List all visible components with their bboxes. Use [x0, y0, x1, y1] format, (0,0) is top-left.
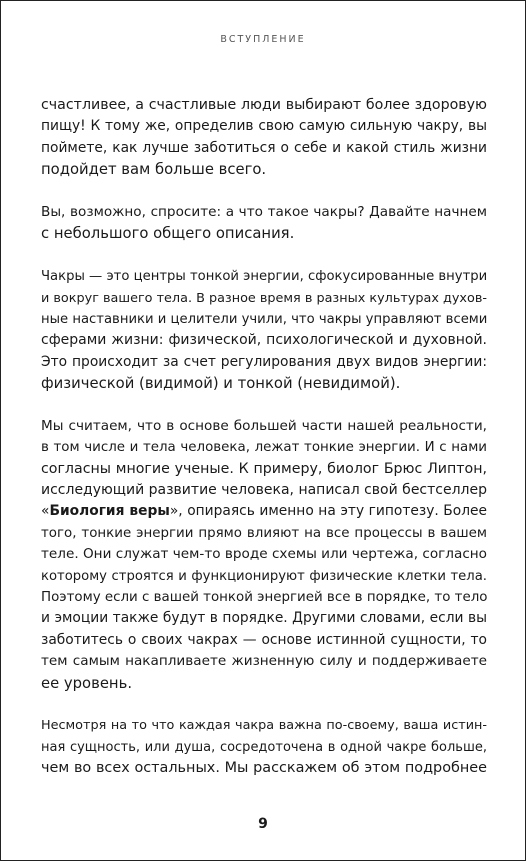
text-line: пищу! К тому же, определив свою самую сильную чакру, вы	[41, 118, 487, 135]
text-line: и вокруг вашего тела. В разное время в разных культурах духов-	[41, 290, 487, 306]
text-line: исследующий развитие человека, написал свой бестселлер	[41, 482, 487, 499]
text-line: Это происходит за счет регулирования двух видов энергии:	[41, 353, 487, 370]
text-line: ее уровень.	[41, 674, 133, 692]
text-line: заботитесь о своих чакрах — основе истинной сущности, то	[41, 631, 487, 648]
paragraph-4	[41, 416, 487, 694]
page-number: 9	[258, 816, 268, 832]
paragraph-5	[41, 715, 487, 779]
body-text	[41, 95, 487, 801]
paragraph-3	[41, 266, 487, 394]
text-fragment: », опираясь именно на эту гипотезу. Более	[169, 503, 487, 520]
text-line: согласны многие ученые. К примеру, биолог Брюс Липтон,	[41, 460, 487, 477]
text-line: поймете, как лучше заботиться о себе и какой стиль жизни	[41, 139, 487, 156]
text-line: ные наставники и целители учили, что чакры управляют всеми	[41, 311, 488, 327]
text-line: и эмоции также будут в порядке. Другими словами, если вы	[41, 610, 487, 627]
text-line: Несмотря на то что каждая чакра важна по-своему, ваша истин-	[41, 718, 487, 734]
text-line: сферами жизни: физической, психологической и духовной.	[41, 332, 487, 349]
text-line-with-book-title: «Биология веры», опираясь именно на эту гипотезу. Более	[41, 503, 487, 520]
text-line: тем самым накапливаете жизненную силу и поддерживаете	[41, 653, 487, 670]
text-line: которому строятся и функционируют физические клетки тела.	[41, 568, 487, 584]
text-line: Поэтому если с вашей тонкой энергией все в порядке, то тело	[41, 589, 488, 605]
text-line: с небольшого общего описания.	[41, 225, 295, 243]
text-line: ная сущность, или душа, сосредоточена в одной чакре больше,	[41, 739, 487, 755]
paragraph-1	[41, 95, 487, 181]
book-title: Биология веры	[49, 503, 170, 520]
text-line: чем во всех остальных. Мы расскажем об этом подробнее	[41, 760, 487, 777]
text-line: Вы, возможно, спросите: а что такое чакры? Давайте начнем	[41, 203, 487, 220]
text-line: счастливее, а счастливые люди выбирают более здоровую	[41, 97, 487, 113]
text-line: теле. Они служат чем-то вроде схемы или чертежа, согласно	[41, 546, 487, 563]
paragraph-2	[41, 202, 487, 245]
text-line: Чакры — это центры тонкой энергии, сфокусированные внутри	[41, 269, 488, 285]
running-header: ВСТУПЛЕНИЕ	[220, 34, 306, 45]
text-line: подойдет вам больше всего.	[41, 161, 267, 179]
text-line: того, тонкие энергии прямо влияют на все процессы в вашем	[41, 525, 487, 541]
text-line: в том числе и тела человека, лежат тонкие энергии. И с нами	[41, 440, 487, 456]
text-line: физической (видимой) и тонкой (невидимой).	[41, 375, 401, 393]
text-line: Мы считаем, что в основе большей части нашей реальности,	[41, 417, 487, 434]
